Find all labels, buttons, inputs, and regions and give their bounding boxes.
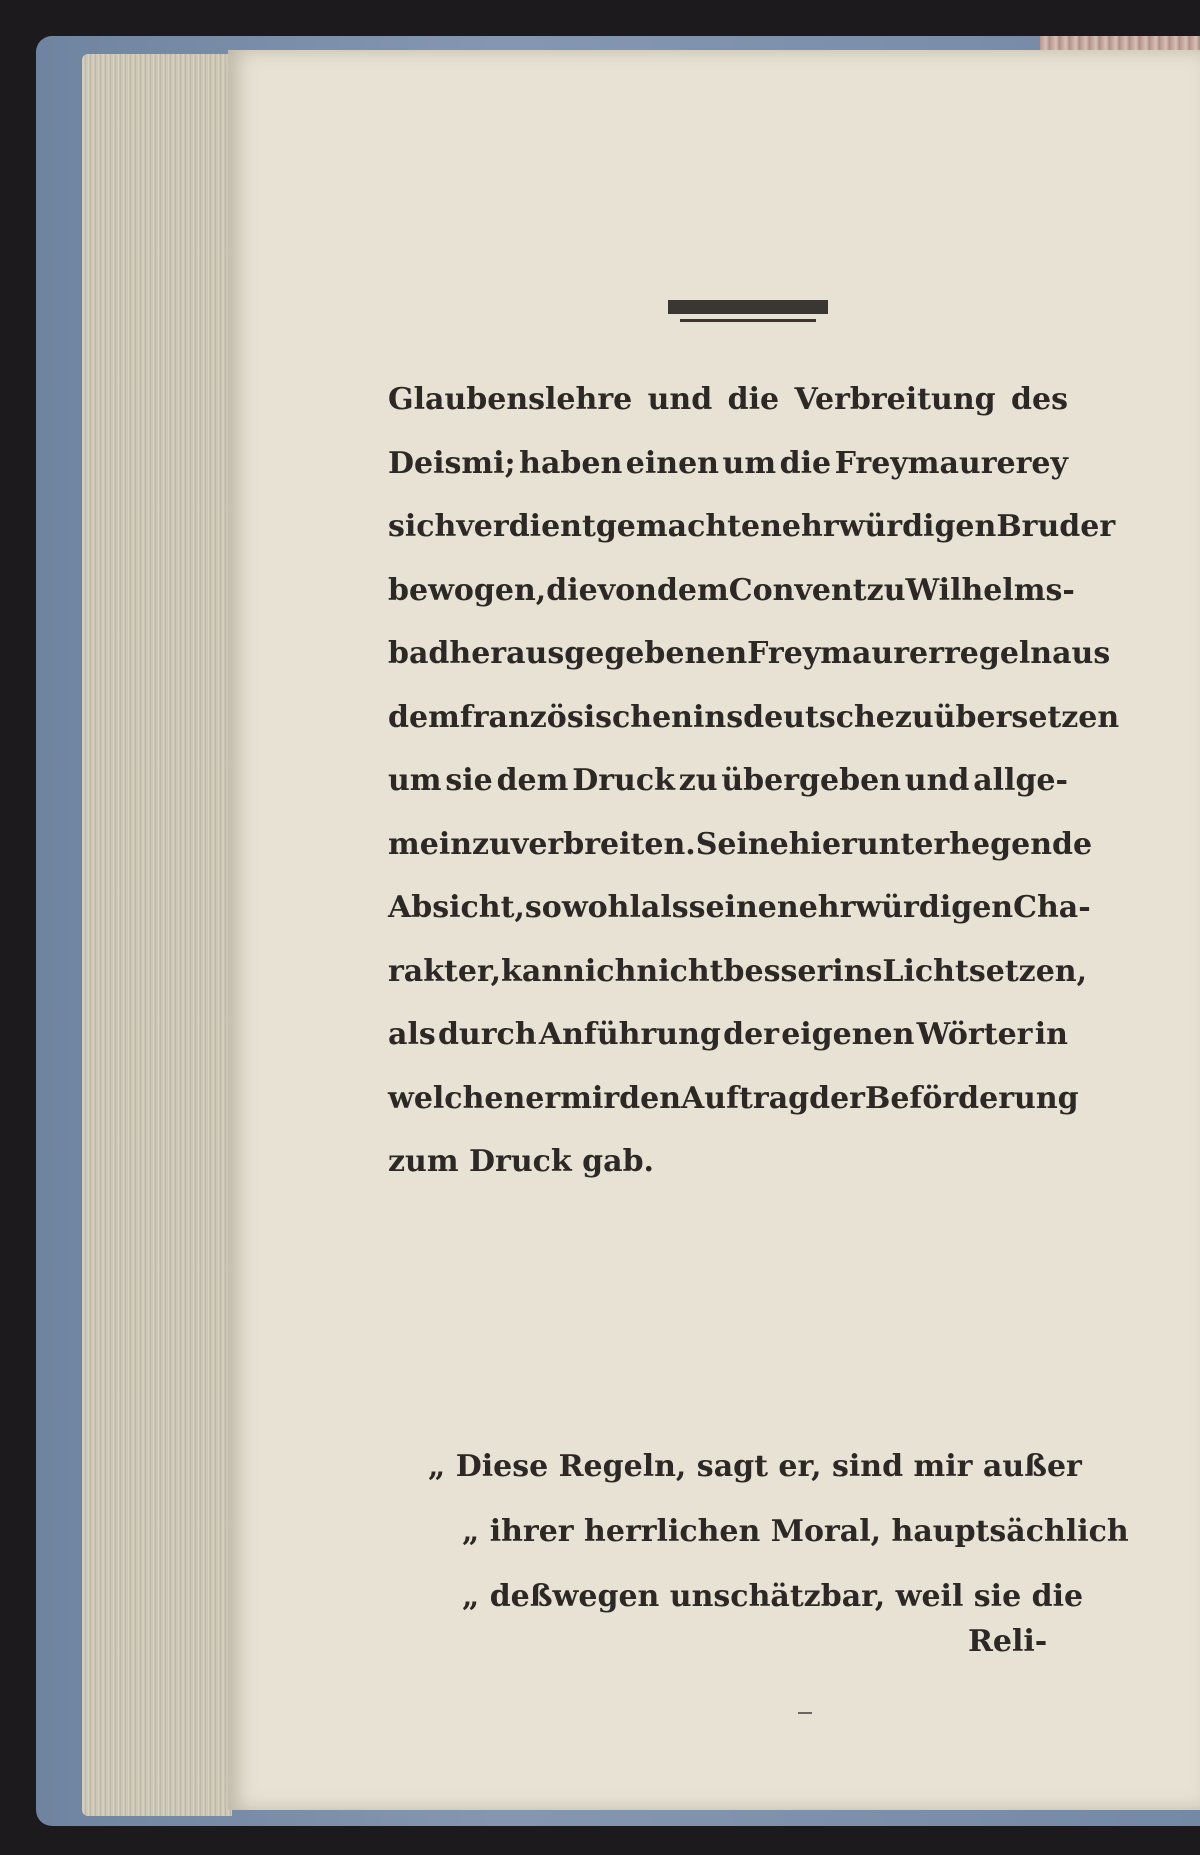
word: die bbox=[546, 572, 598, 608]
footer-mark bbox=[798, 1712, 812, 1714]
word: die bbox=[727, 382, 780, 417]
word: Seine bbox=[695, 826, 789, 862]
word: der bbox=[723, 1017, 779, 1052]
word: um bbox=[388, 763, 442, 798]
word: zu bbox=[894, 699, 934, 735]
word: er bbox=[525, 1080, 561, 1116]
word: durch bbox=[437, 1017, 537, 1052]
word: Convent bbox=[728, 572, 867, 608]
word: Freymaurerregeln bbox=[747, 636, 1053, 671]
text-line bbox=[388, 432, 1068, 496]
text-line bbox=[388, 813, 1093, 877]
word: herausgegebenen bbox=[449, 636, 748, 671]
ornamental-rule bbox=[668, 300, 828, 314]
word: setzen, bbox=[968, 953, 1088, 989]
text-line bbox=[388, 495, 1116, 559]
word: Absicht, bbox=[388, 890, 525, 925]
word: den bbox=[619, 1080, 682, 1116]
word: ich bbox=[584, 953, 637, 989]
quote-line: „ Diese Regeln, sagt er, sind mir außer bbox=[428, 1449, 1082, 1484]
word: bad bbox=[388, 636, 450, 671]
word: von bbox=[597, 572, 657, 608]
word: nicht bbox=[636, 953, 724, 989]
word: sowohl bbox=[524, 890, 641, 925]
word: Auftrag bbox=[681, 1080, 810, 1116]
word: dem bbox=[496, 763, 569, 798]
word: haben bbox=[519, 445, 623, 481]
word: sich bbox=[388, 509, 457, 544]
word: und bbox=[647, 382, 713, 417]
word: übersetzen bbox=[933, 699, 1120, 735]
word: Glaubenslehre bbox=[388, 382, 633, 417]
text-line bbox=[388, 749, 1068, 813]
word: übergeben bbox=[721, 763, 901, 798]
word: Druck bbox=[572, 763, 675, 798]
word: mir bbox=[560, 1080, 620, 1116]
word: welchen bbox=[388, 1080, 526, 1116]
word: Licht bbox=[882, 953, 969, 989]
word: gemachten bbox=[595, 509, 782, 544]
word: um bbox=[722, 445, 777, 481]
word: Cha- bbox=[1013, 890, 1091, 925]
word: als bbox=[640, 890, 689, 925]
word: bewogen, bbox=[388, 572, 547, 608]
catchword: Reli- bbox=[968, 1624, 1048, 1659]
word: ehrwürdigen bbox=[798, 890, 1014, 925]
text-line bbox=[388, 368, 1068, 432]
text-line bbox=[388, 876, 1091, 940]
word: hegende bbox=[949, 826, 1093, 862]
word: zu bbox=[472, 826, 511, 862]
text-line bbox=[388, 1003, 1068, 1067]
page-edges bbox=[82, 54, 232, 1816]
word: Freymaurerey bbox=[834, 445, 1068, 481]
word: allge- bbox=[973, 763, 1068, 798]
word: deutsche bbox=[743, 699, 895, 735]
word: dem bbox=[656, 572, 729, 608]
quote-line: „ deßwegen unschätzbar, weil sie die bbox=[462, 1579, 1084, 1614]
word: einen bbox=[625, 445, 719, 481]
word: besser bbox=[723, 953, 833, 989]
word: Anführung bbox=[538, 1017, 721, 1052]
word: Verbreitung bbox=[794, 382, 996, 417]
text-line bbox=[388, 940, 1088, 1004]
word: kann bbox=[501, 953, 585, 989]
word: verdient bbox=[456, 509, 596, 544]
word: Bruder bbox=[996, 509, 1116, 544]
quote-line: „ ihrer herrlichen Moral, hauptsächlich bbox=[462, 1514, 1129, 1549]
text-line bbox=[388, 1067, 1079, 1131]
word: dem bbox=[388, 699, 460, 735]
word: sie bbox=[445, 763, 493, 798]
word: verbreiten. bbox=[510, 826, 696, 862]
word: des bbox=[1011, 382, 1068, 417]
text-line bbox=[388, 686, 1120, 750]
word: der bbox=[809, 1080, 865, 1116]
word: und bbox=[904, 763, 970, 798]
word: mein bbox=[388, 826, 473, 862]
text-line bbox=[388, 559, 1075, 623]
word: zu bbox=[678, 763, 718, 798]
word: aus bbox=[1052, 636, 1111, 671]
word: hierunter bbox=[788, 826, 950, 862]
book-page bbox=[228, 50, 1200, 1810]
word: zu bbox=[866, 572, 906, 608]
word: eigenen bbox=[781, 1017, 915, 1052]
word: in bbox=[1034, 1017, 1068, 1052]
word: Wörter bbox=[916, 1017, 1033, 1052]
text-line: zum Druck gab. bbox=[388, 1144, 655, 1179]
word: ins bbox=[692, 699, 744, 735]
word: ins bbox=[832, 953, 883, 989]
word: ehrwürdigen bbox=[781, 509, 997, 544]
text-line bbox=[388, 622, 1111, 686]
word: seinen bbox=[688, 890, 799, 925]
word: französischen bbox=[459, 699, 693, 735]
quotation bbox=[428, 1434, 1129, 1629]
word: Deismi; bbox=[388, 445, 516, 481]
body-text bbox=[388, 368, 1120, 1194]
word: Wilhelms- bbox=[905, 572, 1075, 608]
word: rakter, bbox=[388, 953, 502, 989]
word: als bbox=[388, 1017, 436, 1052]
word: Beförderung bbox=[864, 1080, 1079, 1116]
word: die bbox=[779, 445, 832, 481]
